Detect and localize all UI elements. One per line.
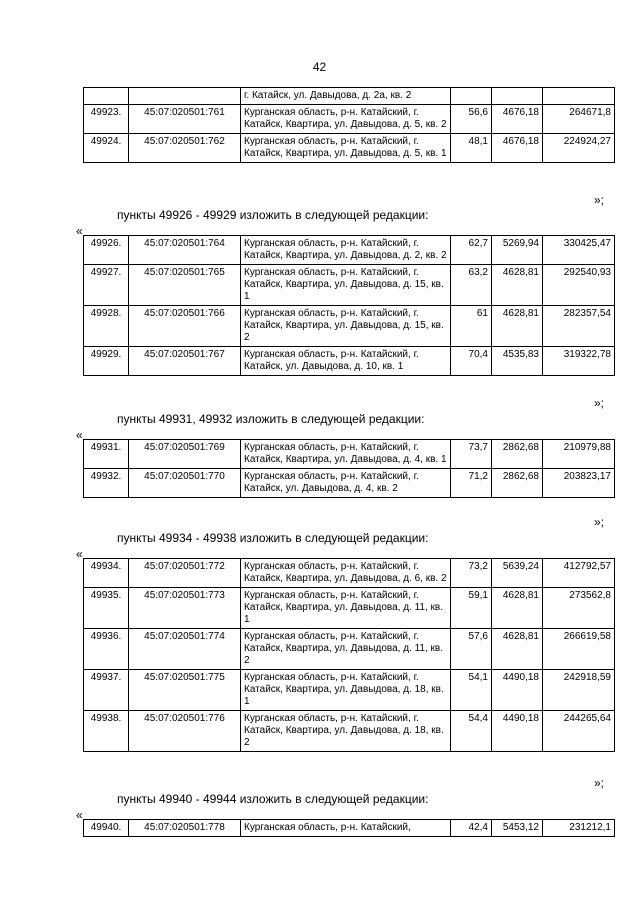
cadastral-value: 264671,8 [543,105,615,134]
cadastral-value: 319322,78 [543,347,615,376]
area: 63,2 [451,265,492,306]
table-row [84,469,615,498]
amendment-instruction: пункты 49926 - 49929 изложить в следующей редакции: [117,208,429,222]
cadastral-value: 244265,64 [543,711,615,752]
price-per-sqm: 4535,83 [492,347,543,376]
registry-table [83,87,615,163]
row-number: 49932. [84,469,129,498]
price-per-sqm: 4628,81 [492,265,543,306]
cadastral-value: 224924,27 [543,134,615,163]
opening-quote: « [76,224,83,238]
area: 54,1 [451,670,492,711]
cadastral-value: 203823,17 [543,469,615,498]
address: Курганская область, р-н. Катайский, г. Катайск, Квартира, ул. Давыдова, д. 6, кв. 2 [241,559,451,588]
area [451,88,492,105]
area: 70,4 [451,347,492,376]
table-row [84,670,615,711]
cadastral-value: 282357,54 [543,306,615,347]
table-row [84,629,615,670]
opening-quote: « [76,547,83,561]
table-row [84,440,615,469]
table-row [84,105,615,134]
cadastral-number: 45:07:020501:774 [129,629,241,670]
row-number: 49927. [84,265,129,306]
area: 42,4 [451,820,492,837]
row-number: 49931. [84,440,129,469]
area: 62,7 [451,236,492,265]
cadastral-number: 45:07:020501:775 [129,670,241,711]
price-per-sqm: 2862,68 [492,440,543,469]
registry-table [83,439,615,498]
cadastral-number: 45:07:020501:767 [129,347,241,376]
address: Курганская область, р-н. Катайский, г. Катайск, Квартира, ул. Давыдова, д. 5, кв. 1 [241,134,451,163]
table-row [84,265,615,306]
table-row [84,134,615,163]
table-row [84,306,615,347]
price-per-sqm: 4490,18 [492,711,543,752]
row-number: 49929. [84,347,129,376]
cadastral-value: 330425,47 [543,236,615,265]
cadastral-number: 45:07:020501:766 [129,306,241,347]
cadastral-number: 45:07:020501:772 [129,559,241,588]
row-number: 49928. [84,306,129,347]
cadastral-value: 412792,57 [543,559,615,588]
address: Курганская область, р-н. Катайский, г. Катайск, ул. Давыдова, д. 10, кв. 1 [241,347,451,376]
price-per-sqm [492,88,543,105]
price-per-sqm: 5453,12 [492,820,543,837]
registry-table [83,819,615,837]
cadastral-number: 45:07:020501:778 [129,820,241,837]
area: 61 [451,306,492,347]
price-per-sqm: 5639,24 [492,559,543,588]
table-row [84,820,615,837]
cadastral-number: 45:07:020501:773 [129,588,241,629]
cadastral-value [543,88,615,105]
table-row [84,88,615,105]
area: 73,2 [451,559,492,588]
closing-quote: »; [594,776,605,790]
cadastral-number: 45:07:020501:776 [129,711,241,752]
row-number [84,88,129,105]
price-per-sqm: 4628,81 [492,588,543,629]
address: Курганская область, р-н. Катайский, г. Катайск, Квартира, ул. Давыдова, д. 15, кв. 2 [241,306,451,347]
registry-table [83,558,615,752]
address: г. Катайск, ул. Давыдова, д. 2а, кв. 2 [241,88,451,105]
table-row [84,559,615,588]
address: Курганская область, р-н. Катайский, [241,820,451,837]
area: 71,2 [451,469,492,498]
address: Курганская область, р-н. Катайский, г. Катайск, Квартира, ул. Давыдова, д. 2, кв. 2 [241,236,451,265]
cadastral-number: 45:07:020501:770 [129,469,241,498]
area: 73,7 [451,440,492,469]
amendment-instruction: пункты 49940 - 49944 изложить в следующей редакции: [117,792,429,806]
price-per-sqm: 2862,68 [492,469,543,498]
cadastral-number [129,88,241,105]
address: Курганская область, р-н. Катайский, г. Катайск, Квартира, ул. Давыдова, д. 15, кв. 1 [241,265,451,306]
row-number: 49937. [84,670,129,711]
address: Курганская область, р-н. Катайский, г. Катайск, Квартира, ул. Давыдова, д. 4, кв. 1 [241,440,451,469]
row-number: 49934. [84,559,129,588]
area: 56,6 [451,105,492,134]
area: 59,1 [451,588,492,629]
price-per-sqm: 5269,94 [492,236,543,265]
row-number: 49938. [84,711,129,752]
closing-quote: »; [594,515,605,529]
cadastral-number: 45:07:020501:769 [129,440,241,469]
address: Курганская область, р-н. Катайский, г. Катайск, Квартира, ул. Давыдова, д. 18, кв. 1 [241,670,451,711]
closing-quote: »; [594,193,605,207]
cadastral-value: 266619,58 [543,629,615,670]
price-per-sqm: 4676,18 [492,134,543,163]
amendment-instruction: пункты 49934 - 49938 изложить в следующей редакции: [117,531,429,545]
price-per-sqm: 4628,81 [492,306,543,347]
opening-quote: « [76,428,83,442]
opening-quote: « [76,808,83,822]
row-number: 49936. [84,629,129,670]
address: Курганская область, р-н. Катайский, г. Катайск, ул. Давыдова, д. 4, кв. 2 [241,469,451,498]
row-number: 49935. [84,588,129,629]
table-row [84,711,615,752]
cadastral-number: 45:07:020501:765 [129,265,241,306]
registry-table [83,235,615,376]
address: Курганская область, р-н. Катайский, г. Катайск, Квартира, ул. Давыдова, д. 5, кв. 2 [241,105,451,134]
area: 57,6 [451,629,492,670]
cadastral-number: 45:07:020501:762 [129,134,241,163]
cadastral-value: 273562,8 [543,588,615,629]
address: Курганская область, р-н. Катайский, г. Катайск, Квартира, ул. Давыдова, д. 11, кв. 1 [241,588,451,629]
cadastral-number: 45:07:020501:761 [129,105,241,134]
row-number: 49924. [84,134,129,163]
page-number: 42 [312,60,327,74]
table-row [84,588,615,629]
address: Курганская область, р-н. Катайский, г. Катайск, Квартира, ул. Давыдова, д. 18, кв. 2 [241,711,451,752]
address: Курганская область, р-н. Катайский, г. Катайск, Квартира, ул. Давыдова, д. 11, кв. 2 [241,629,451,670]
table-row [84,347,615,376]
table-row [84,236,615,265]
row-number: 49923. [84,105,129,134]
cadastral-value: 242918,59 [543,670,615,711]
cadastral-number: 45:07:020501:764 [129,236,241,265]
area: 48,1 [451,134,492,163]
price-per-sqm: 4490,18 [492,670,543,711]
cadastral-value: 292540,93 [543,265,615,306]
row-number: 49926. [84,236,129,265]
price-per-sqm: 4676,18 [492,105,543,134]
amendment-instruction: пункты 49931, 49932 изложить в следующей редакции: [117,412,425,426]
area: 54,4 [451,711,492,752]
cadastral-value: 210979,88 [543,440,615,469]
price-per-sqm: 4628,81 [492,629,543,670]
closing-quote: »; [594,396,605,410]
row-number: 49940. [84,820,129,837]
cadastral-value: 231212,1 [543,820,615,837]
